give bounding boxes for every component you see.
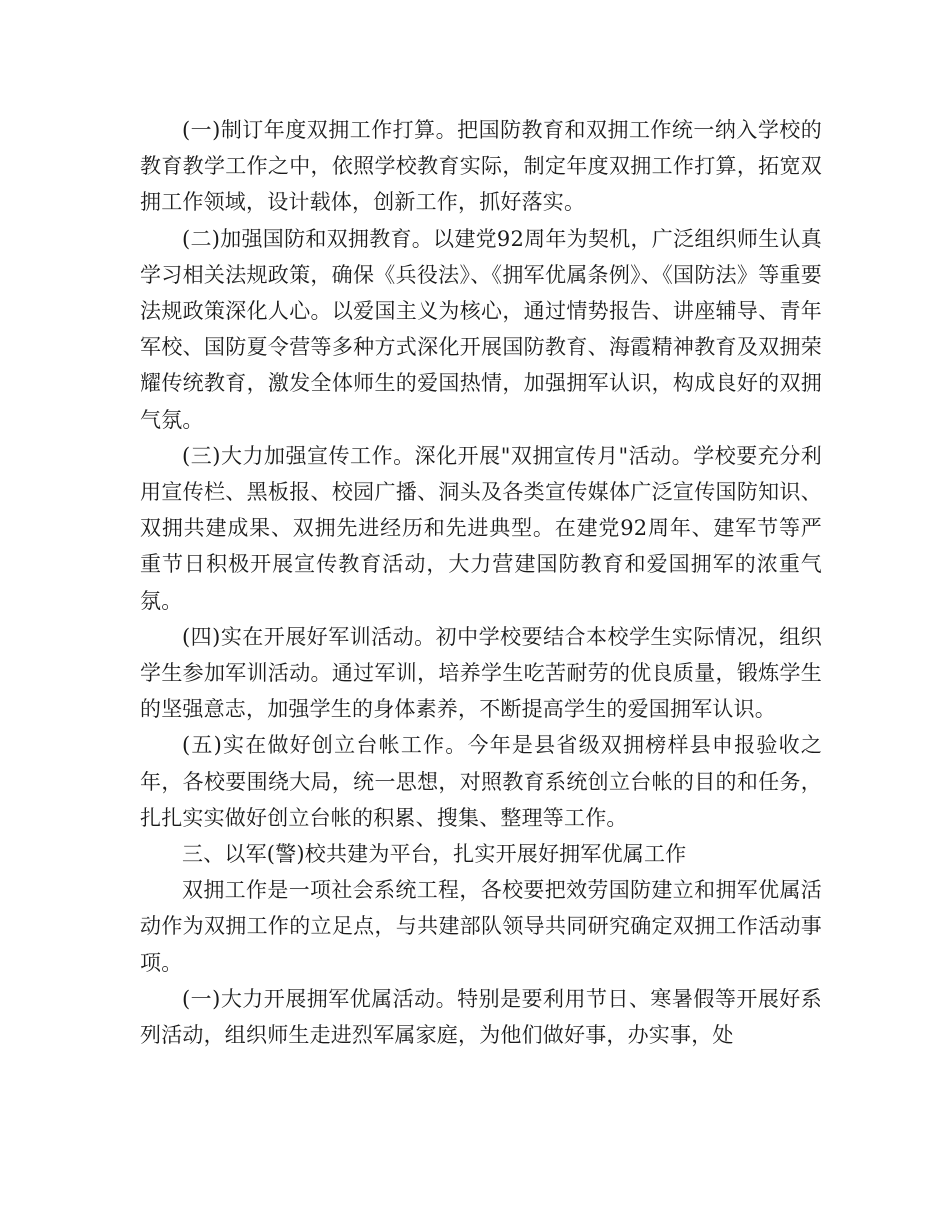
paragraph-6: 双拥工作是一项社会系统工程，各校要把效劳国防建立和拥军优属活动作为双拥工作的立足点，与共建部队领导共同研究确定双拥工作活动事项。 [140,878,822,975]
paragraph-4: (四)实在开展好军训活动。初中学校要结合本校学生实际情况，组织学生参加军训活动。通过军训，培养学生吃苦耐劳的优良质量，锻炼学生的坚强意志，加强学生的身体素养，不断提高学生的爱国拥军认识。 [140,624,822,722]
paragraph-5: (五)实在做好创立台帐工作。今年是县省级双拥榜样县申报验收之年，各校要围绕大局，统一思想，对照教育系统创立台帐的目的和任务，扎扎实实做好创立台帐的积累、搜集、整理等工作。 [140,733,822,830]
section-heading-3: 三、以军(警)校共建为平台，扎实开展好拥军优属工作 [182,842,687,867]
document-body [140,112,822,1053]
paragraph-2: (二)加强国防和双拥教育。以建党92周年为契机，广泛组织师生认真学习相关法规政策，确保《兵役法》、《拥军优属条例》、《国防法》等重要法规政策深化人心。以爱国主义为核心，通过情势报告、讲座辅导、青年军校、国防夏令营等多种方式深化开展国防教育、海霞精神教育及双拥荣耀传统教育，激发全体师生的爱国热情，加强拥军认识，构成良好的双拥气氛。 [140,226,822,432]
paragraph-1: (一)制订年度双拥工作打算。把国防教育和双拥工作统一纳入学校的教育教学工作之中，依照学校教育实际，制定年度双拥工作打算，拓宽双拥工作领域，设计载体，创新工作，抓好落实。 [140,118,822,215]
paragraph-7: (一)大力开展拥军优属活动。特别是要利用节日、寒暑假等开展好系列活动，组织师生走进烈军属家庭，为他们做好事，办实事，处 [140,986,822,1048]
paragraph-3: (三)大力加强宣传工作。深化开展"双拥宣传月"活动。学校要充分利用宣传栏、黑板报、校园广播、洞头及各类宣传媒体广泛宣传国防知识、双拥共建成果、双拥先进经历和先进典型。在建党92周年、建军节等严重节日积极开展宣传教育活动，大力营建国防教育和爱国拥军的浓重气氛。 [140,443,822,613]
